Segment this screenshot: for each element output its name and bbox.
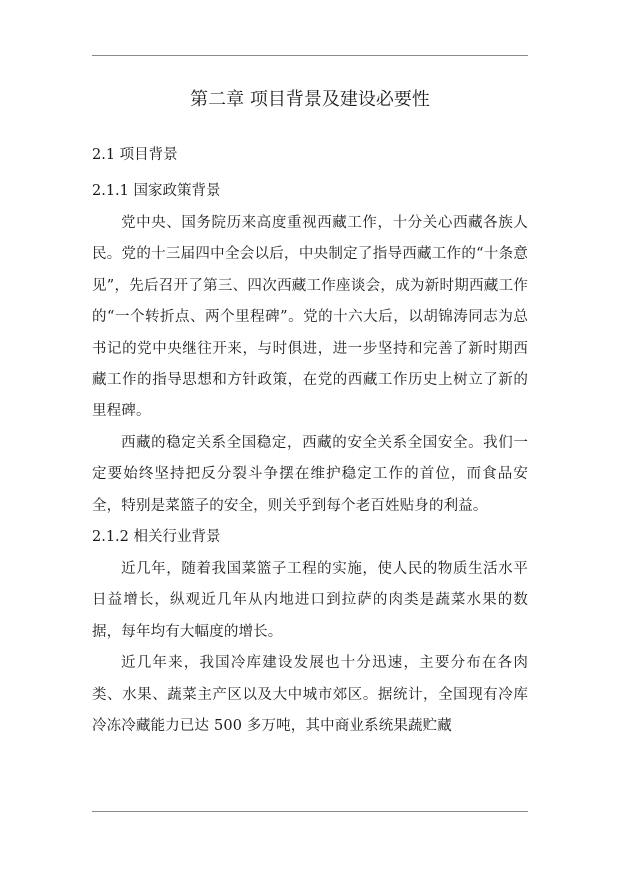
section-2-1-2-heading: 2.1.2 相关行业背景	[92, 529, 221, 546]
footer-rule	[92, 811, 528, 812]
policy-paragraph-2: 西藏的稳定关系全国稳定，西藏的安全关系全国安全。我们一定要始终坚持把反分裂斗争摆在维护稳定工作的首位，而食品安全，特别是菜篮子的安全，则关乎到每个老百姓贴身的利益。	[92, 434, 528, 514]
document-body	[92, 86, 528, 743]
section-2-1-heading: 2.1 项目背景	[92, 147, 178, 163]
policy-paragraph-1: 党中央、国务院历来高度重视西藏工作，十分关心西藏各族人民。党的十三届四中全会以后，中央制定了指导西藏工作的“十条意见”，先后召开了第三、四次西藏工作座谈会，成为新时期西藏工作的“一个转折点、两个里程碑”。党的十六大后，以胡锦涛同志为总书记的党中央继往开来，与时俱进，进一步坚持和完善了新时期西藏工作的指导思想和方针政策，在党的西藏工作历史上树立了新的里程碑。	[92, 215, 528, 420]
section-2-1-1-heading: 2.1.1 国家政策背景	[92, 183, 221, 199]
industry-paragraph-2: 近几年来，我国冷库建设发展也十分迅速，主要分布在各肉类、水果、蔬菜主产区以及大中城市郊区。据统计，全国现有冷库冷冻冷藏能力已达 500 多万吨，其中商业系统果蔬贮藏	[92, 655, 528, 735]
chapter-title: 第二章 项目背景及建设必要性	[190, 89, 430, 110]
industry-paragraph-1: 近几年，随着我国菜篮子工程的实施，使人民的物质生活水平日益增长，纵观近几年从内地进口到拉萨的肉类是蔬菜水果的数据，每年均有大幅度的增长。	[92, 561, 528, 640]
header-rule	[92, 55, 528, 56]
